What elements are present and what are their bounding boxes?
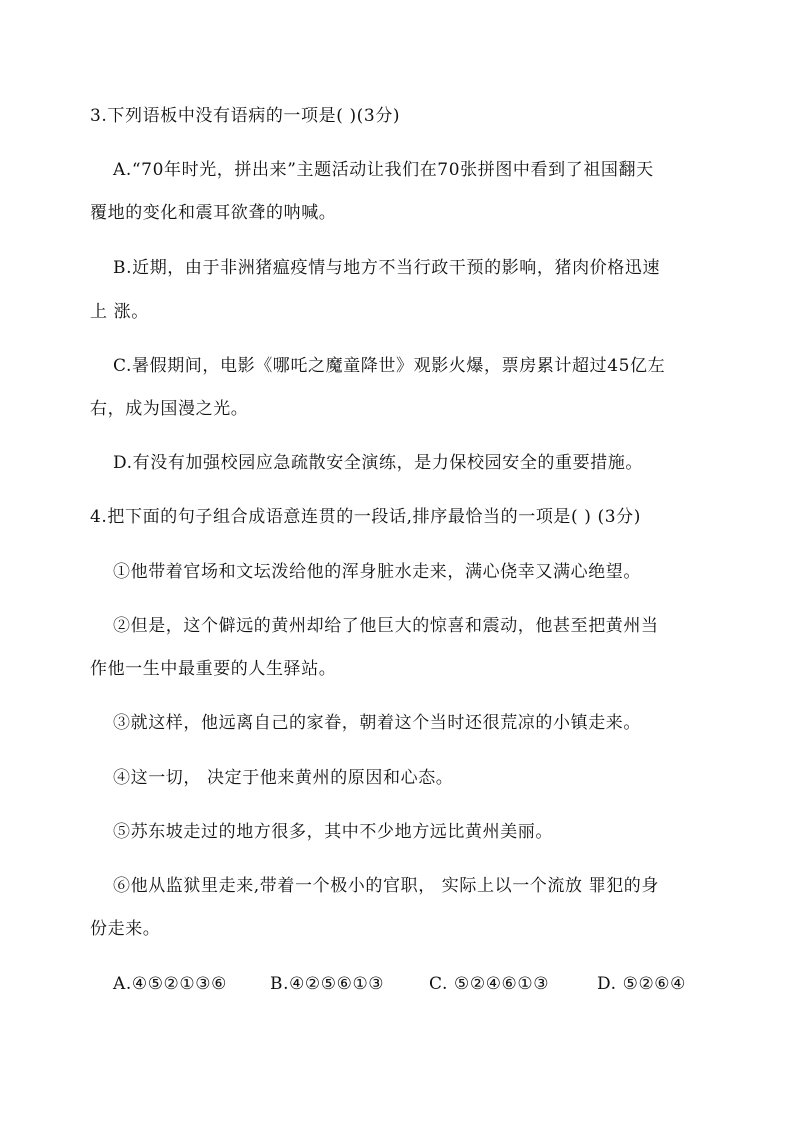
- q3-option-b-line1: B.近期，由于非洲猪瘟疫情与地方不当行政干预的影响，猪肉价格迅速: [113, 258, 661, 278]
- q4-sentence-1: ①他带着官场和文坛泼给他的浑身脏水走来，满心侥幸又满心绝望。: [113, 562, 641, 582]
- q4-choice-b: B.④②⑤⑥①③: [270, 974, 385, 994]
- q3-option-a-line2: 覆地的变化和震耳欲聋的呐喊。: [90, 203, 337, 223]
- question-4-stem: 4.把下面的句子组合成语意连贯的一段话,排序最恰当的一项是( ) (3分): [90, 507, 641, 527]
- q3-option-c-line2: 右，成为国漫之光。: [90, 399, 249, 419]
- q4-sentence-6-line2: 份走来。: [90, 919, 161, 939]
- q3-option-b-line2: 上 涨。: [90, 302, 149, 322]
- q4-choice-a: A.④⑤②①③⑥: [113, 974, 227, 994]
- q4-sentence-4: ④这一切， 决定于他来黄州的原因和心态。: [113, 768, 454, 788]
- q3-option-a-line1: A.“70年时光，拼出来”主题活动让我们在70张拼图中看到了祖国翻天: [113, 160, 654, 180]
- q4-sentence-3: ③就这样，他远离自己的家眷，朝着这个当时还很荒凉的小镇走来。: [113, 713, 641, 733]
- q4-sentence-2-line2: 作他一生中最重要的人生驿站。: [90, 659, 337, 679]
- q4-sentence-5: ⑤苏东坡走过的地方很多，其中不少地方远比黄州美丽。: [113, 822, 553, 842]
- q4-choice-d: D. ⑤②⑥④: [597, 974, 686, 994]
- q3-option-d-line1: D.有没有加强校园应急疏散安全演练，是力保校园安全的重要措施。: [113, 453, 644, 473]
- q4-sentence-6-line1: ⑥他从监狱里走来,带着一个极小的官职， 实际上以一个流放 罪犯的身: [113, 876, 660, 896]
- q4-sentence-2-line1: ②但是，这个僻远的黄州却给了他巨大的惊喜和震动，他甚至把黄州当: [113, 616, 659, 636]
- q4-choice-c: C. ⑤②④⑥①③: [429, 974, 550, 994]
- question-3-stem: 3.下列语板中没有语病的一项是( )(3分): [90, 106, 401, 126]
- q3-option-c-line1: C.暑假期间，电影《哪吒之魔童降世》观影火爆，票房累计超过45亿左: [113, 356, 666, 376]
